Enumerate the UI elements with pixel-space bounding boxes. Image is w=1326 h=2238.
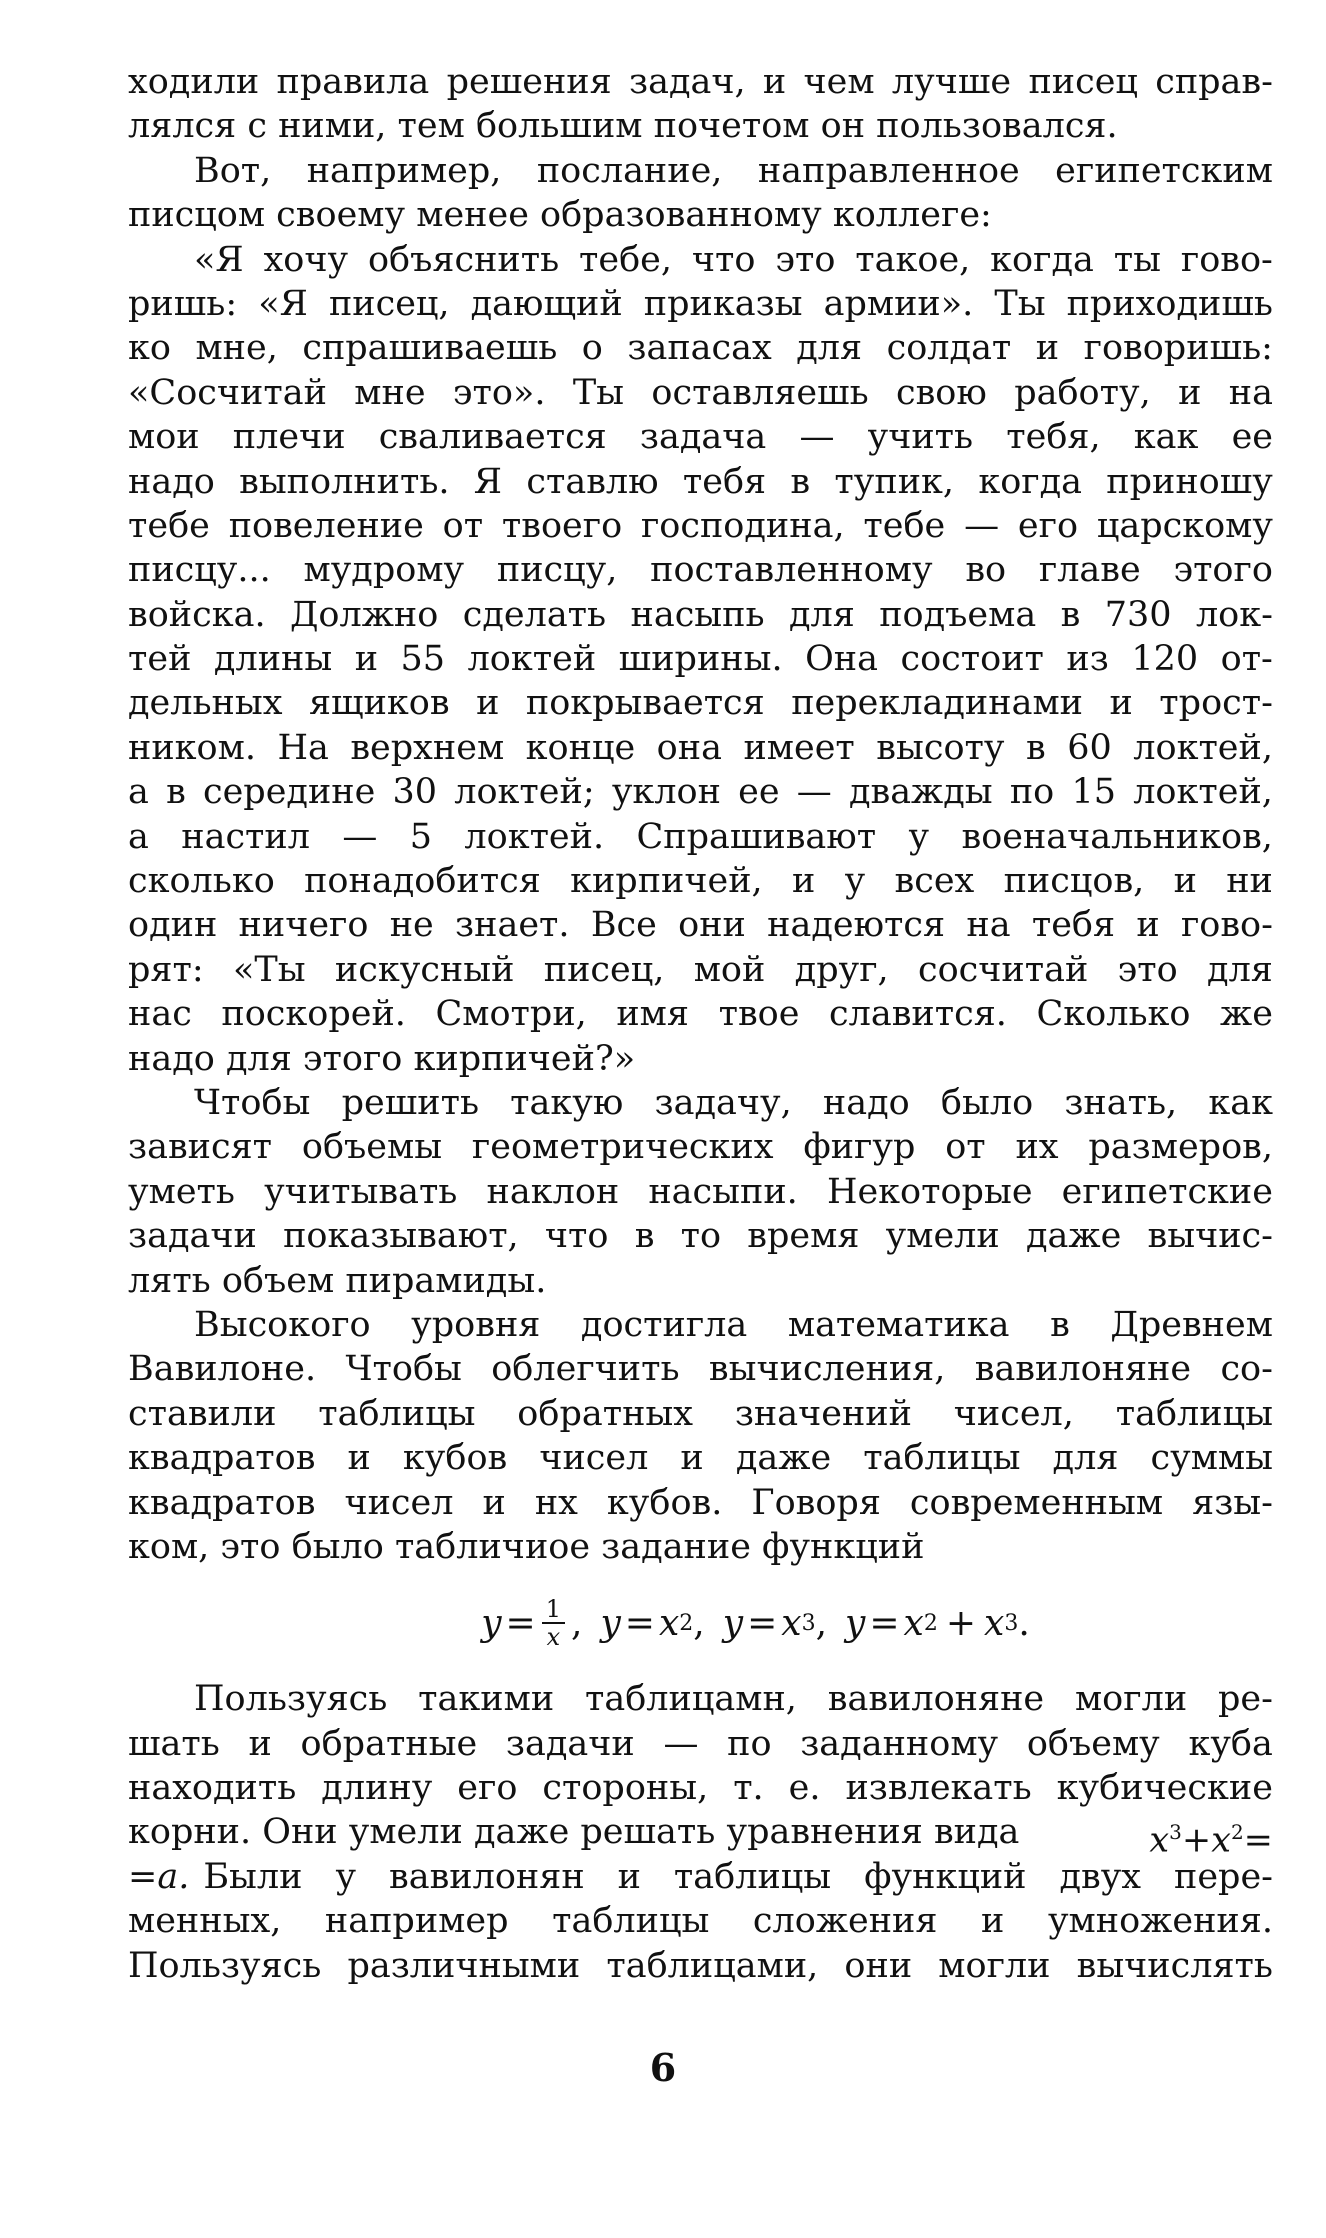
formula-functions: y = $\frac{1}{x}$ , y = x 2 , y = x 3 , y = x 2 + x 3 . bbox=[481, 1595, 1030, 1652]
text-line: ником. На верхнем конце она имеет высоту в 60 локтей, bbox=[128, 727, 1273, 768]
text-block bbox=[128, 60, 1273, 1569]
inline-equation: $x^3+x^2=$ bbox=[1149, 1820, 1273, 1862]
text-line: уметь учитывать наклон насыпи. Некоторые египетские bbox=[128, 1171, 1273, 1212]
text-line: надо выполнить. Я ставлю тебя в тупик, когда приношу bbox=[128, 461, 1273, 502]
text-block-after-formula bbox=[128, 1677, 1273, 1988]
text-line: мои плечи сваливается задача — учить тебя, как ее bbox=[128, 417, 1273, 458]
text-line: один ничего не знает. Все они надеются на тебя и гово- bbox=[128, 905, 1273, 946]
text-line: ходили правила решения задач, и чем лучше писец справ- bbox=[128, 62, 1273, 102]
text-line: нас поскорей. Смотри, имя твое славится. Сколько же bbox=[128, 994, 1273, 1035]
formula-fraction: $\frac{1}{x}$ bbox=[542, 1596, 565, 1650]
text-line: Вавилоне. Чтобы облегчить вычисления, вавилоняне со- bbox=[128, 1349, 1273, 1390]
text-line: писцом своему менее образованному коллеге: bbox=[128, 195, 992, 236]
text-line: дельных ящиков и покрывается перекладинами и трост- bbox=[128, 683, 1273, 724]
text-line: тей длины и 55 локтей ширины. Она состоит из 120 от- bbox=[128, 639, 1273, 680]
text-line: Высокого уровня достигла математика в Древнем bbox=[194, 1304, 1273, 1345]
page-number: 6 bbox=[649, 2045, 677, 2090]
text-line: ришь: «Я писец, дающий приказы армии». Ты приходишь bbox=[128, 283, 1273, 324]
text-line: писцу... мудрому писцу, поставленному во главе этого bbox=[128, 550, 1273, 591]
text-line: квадратов чисел и нх кубов. Говоря современным язы- bbox=[128, 1482, 1273, 1523]
text-line-equation: корни. Они умели даже решать уравнения вида $x^3+x^2=$ bbox=[128, 1812, 1273, 1862]
text-line: тебе повеление от твоего господина, тебе — его царскому bbox=[128, 505, 1273, 546]
page-body bbox=[128, 60, 1273, 1988]
text-line: сколько понадобится кирпичей, и у всех писцов, и ни bbox=[128, 861, 1273, 902]
text-line: а настил — 5 локтей. Спрашивают у военачальников, bbox=[128, 816, 1273, 857]
formula-y1: y bbox=[481, 1602, 502, 1644]
text-line: надо для этого кирпичей?» bbox=[128, 1038, 636, 1079]
text-line: Вот, например, послание, направленное египетским bbox=[194, 150, 1273, 191]
text-line: ком, это было табличиое задание функций bbox=[128, 1526, 925, 1567]
text-line: Пользуясь такими таблицамн, вавилоняне могли ре- bbox=[194, 1679, 1273, 1720]
text-line-equation-cont: =a. Были у вавилонян и таблицы функций двух пере- bbox=[128, 1856, 1273, 1897]
text-line: ко мне, спрашиваешь о запасах для солдат и говоришь: bbox=[128, 328, 1273, 369]
text-line: Пользуясь различными таблицами, они могли вычислять bbox=[128, 1945, 1273, 1986]
text-line: ставили таблицы обратных значений чисел, таблицы bbox=[128, 1393, 1273, 1434]
text-line: «Сосчитай мне это». Ты оставляешь свою работу, и на bbox=[128, 372, 1273, 413]
text-line: войска. Должно сделать насыпь для подъема в 730 лок- bbox=[128, 594, 1273, 635]
text-line: «Я хочу объяснить тебе, что это такое, когда ты гово- bbox=[194, 239, 1273, 280]
text-line: задачи показывают, что в то время умели даже вычис- bbox=[128, 1216, 1273, 1257]
text-line: лять объем пирамиды. bbox=[128, 1260, 547, 1301]
text-line: зависят объемы геометрических фигур от их размеров, bbox=[128, 1127, 1273, 1168]
text-line: рят: «Ты искусный писец, мой друг, сосчитай это для bbox=[128, 949, 1273, 990]
text-line: шать и обратные задачи — по заданному объему куба bbox=[128, 1723, 1273, 1764]
text-line: менных, например таблицы сложения и умножения. bbox=[128, 1901, 1273, 1942]
text-line: квадратов и кубов чисел и даже таблицы для суммы bbox=[128, 1438, 1273, 1479]
text-line: находить длину его стороны, т. е. извлекать кубические bbox=[128, 1768, 1273, 1809]
text-line: Чтобы решить такую задачу, надо было знать, как bbox=[194, 1082, 1273, 1123]
text-line: а в середине 30 локтей; уклон ее — дважды по 15 локтей, bbox=[128, 772, 1273, 813]
text-line: лялся с ними, тем большим почетом он пользовался. bbox=[128, 106, 1118, 147]
